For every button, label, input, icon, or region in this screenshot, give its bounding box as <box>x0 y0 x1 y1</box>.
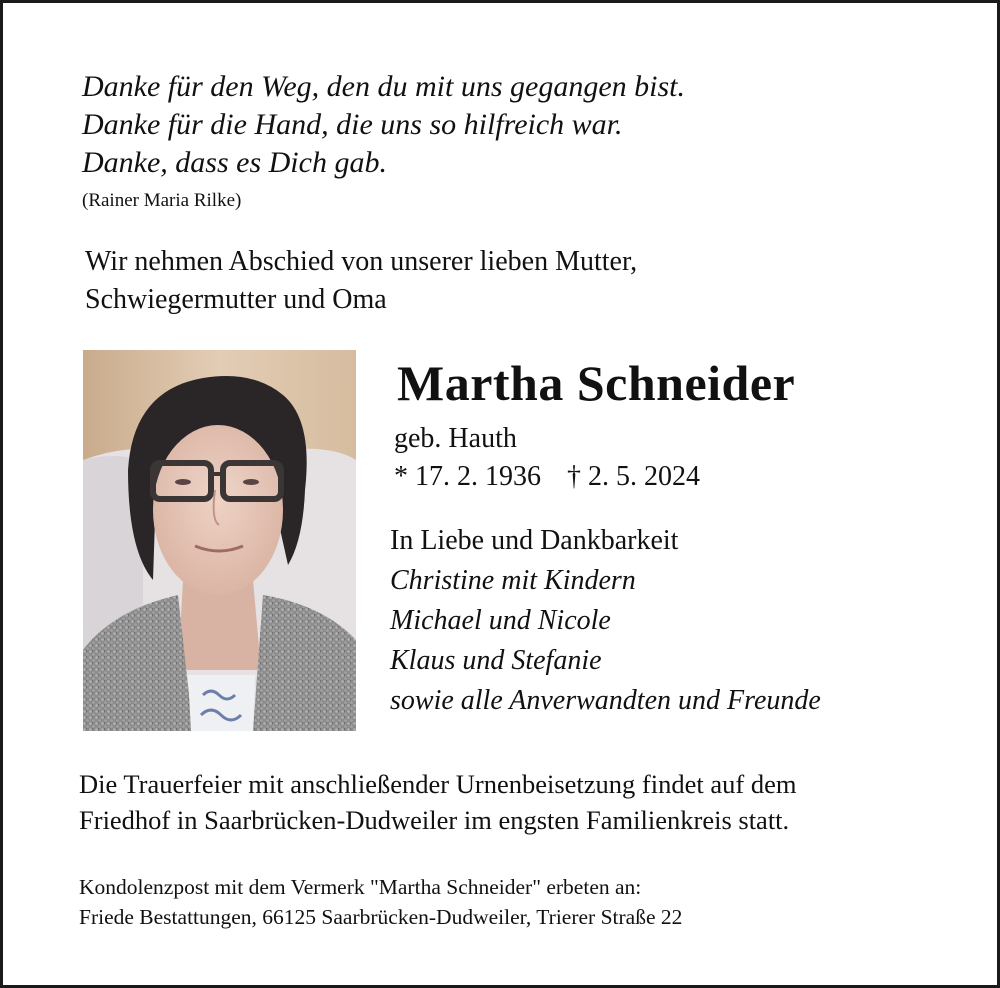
mourners-heading: In Liebe und Dankbarkeit <box>390 525 679 556</box>
intro-line-2: Schwiegermutter und Oma <box>85 284 387 315</box>
condolence-address: Friede Bestattungen, 66125 Saarbrücken-Dudweiler, Trierer Straße 22 <box>79 905 683 929</box>
quote-line-2: Danke für die Hand, die uns so hilfreich war. <box>82 108 623 141</box>
quote-attribution: (Rainer Maria Rilke) <box>82 190 242 211</box>
intro-line-1: Wir nehmen Abschied von unserer lieben Mutter, <box>85 246 638 277</box>
birth-date: 17. 2. 1936 <box>415 461 541 492</box>
deceased-name: Martha Schneider <box>397 355 796 411</box>
life-dates <box>394 459 700 495</box>
mourner-line: Christine mit Kindern <box>390 565 636 596</box>
funeral-notice-line-1: Die Trauerfeier mit anschließender Urnenbeisetzung findet auf dem <box>79 769 797 799</box>
portrait-photo <box>83 350 356 731</box>
maiden-name: geb. Hauth <box>394 423 517 454</box>
death-date: 2. 5. 2024 <box>588 461 700 492</box>
quote-line-3: Danke, dass es Dich gab. <box>82 146 387 179</box>
death-cross-icon: † <box>567 461 581 492</box>
birth-symbol: * <box>394 461 408 492</box>
quote-line-1: Danke für den Weg, den du mit uns gegangen bist. <box>82 70 685 103</box>
condolence-line-1: Kondolenzpost mit dem Vermerk "Martha Schneider" erbeten an: <box>79 875 642 899</box>
mourner-line: Klaus und Stefanie <box>390 645 602 676</box>
mourner-line: Michael und Nicole <box>390 605 611 636</box>
mourner-line: sowie alle Anverwandten und Freunde <box>390 685 821 716</box>
funeral-notice-line-2: Friedhof in Saarbrücken-Dudweiler im engsten Familienkreis statt. <box>79 805 790 835</box>
